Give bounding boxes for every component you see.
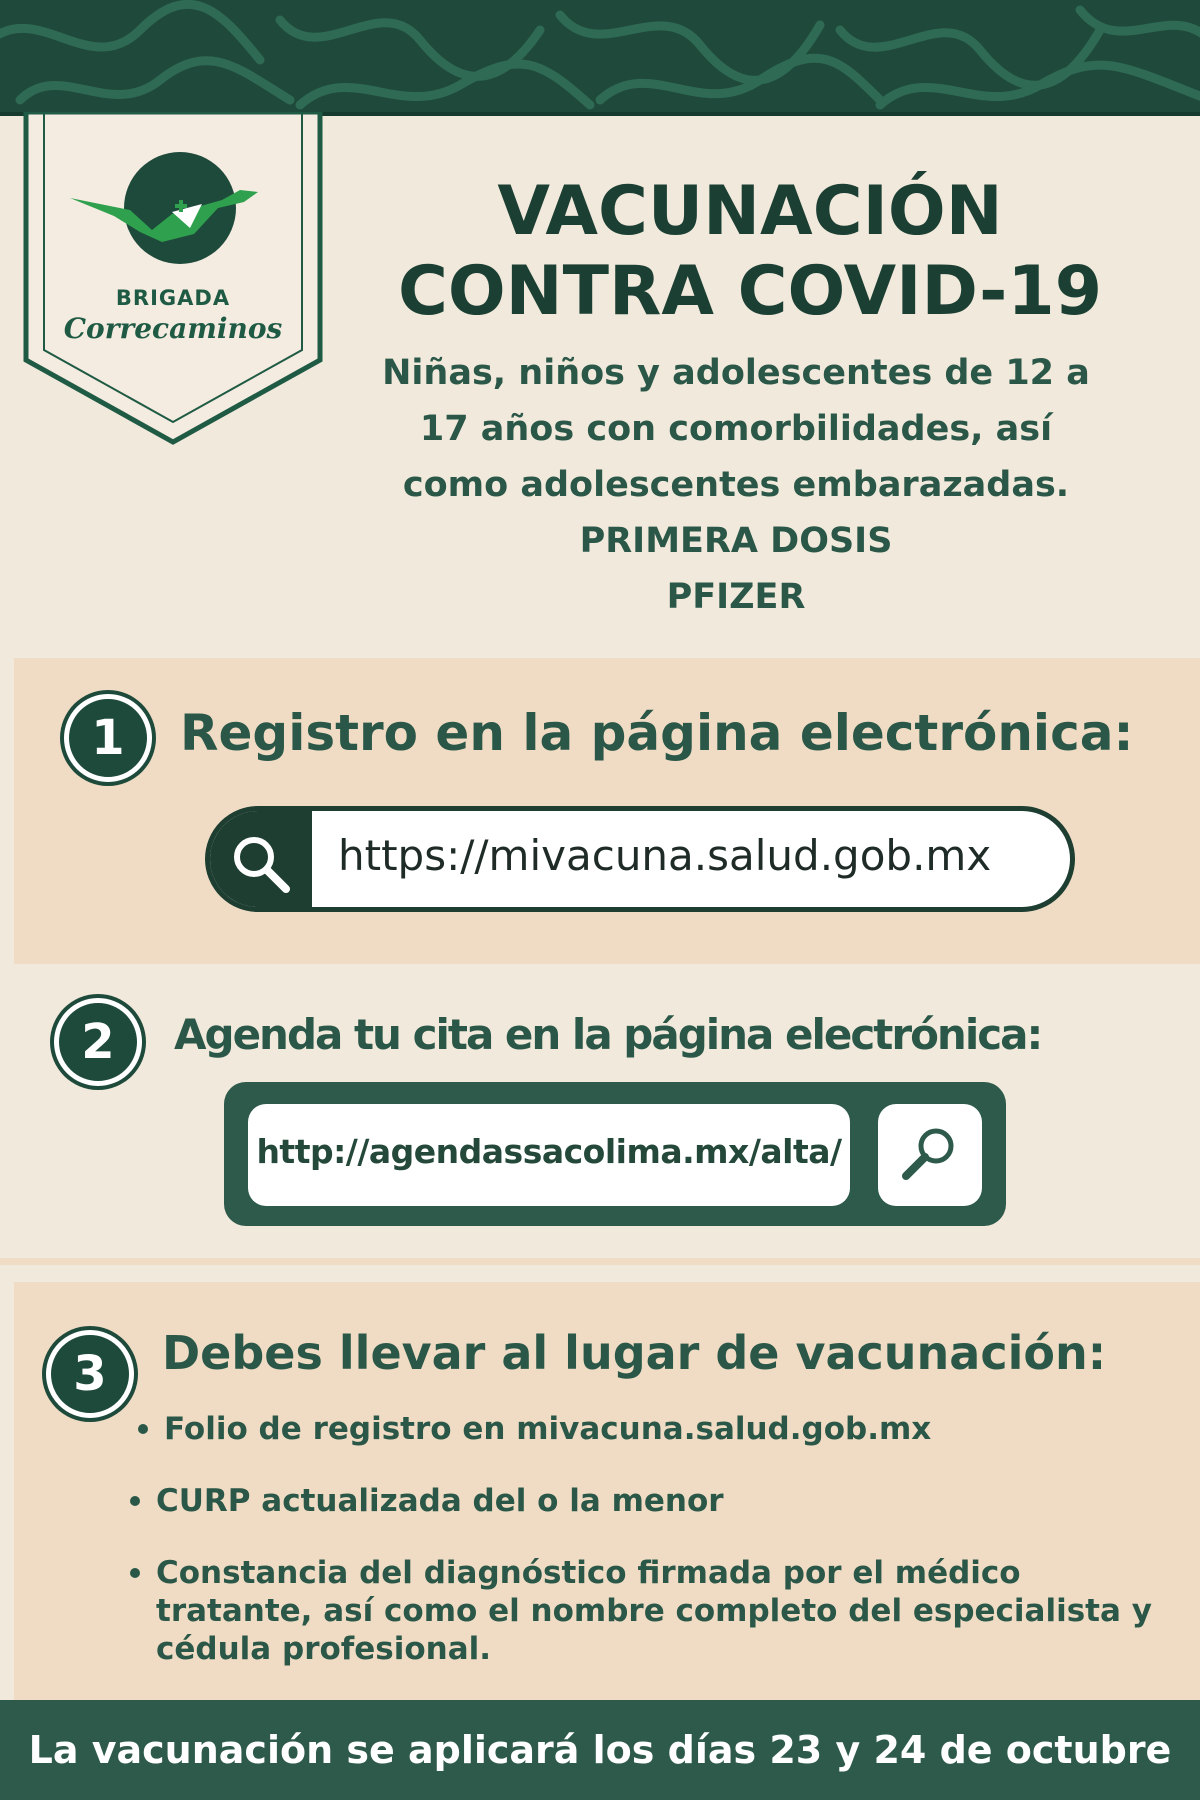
audience-description (355, 345, 1117, 625)
badge-brigada-label: BRIGADA (115, 286, 231, 310)
badge-correcaminos-label: Correcaminos (63, 312, 283, 345)
subtitle-line: Niñas, niños y adolescentes de 12 a (382, 353, 1090, 393)
agenda-search-box (224, 1082, 1006, 1226)
list-item: CURP actualizada del o la menor (156, 1482, 1116, 1520)
agenda-url-text[interactable]: http://agendassacolima.mx/alta/ (256, 1132, 842, 1171)
mivacuna-url-bar[interactable] (205, 806, 1075, 912)
brigada-correcaminos-badge (22, 112, 324, 448)
url-bar-search-cap (210, 811, 312, 907)
list-item: Constancia del diagnóstico firmada por el médico tratante, así como el nombre completo del especialista y cédula profesional. (156, 1554, 1156, 1668)
subtitle-line: como adolescentes embarazadas. (402, 465, 1070, 505)
vaccination-dates-footer: La vacunación se aplicará los días 23 y 24 de octubre (0, 1700, 1200, 1800)
step-3-heading: Debes llevar al lugar de vacunación: (162, 1326, 1107, 1380)
step-2-heading: Agenda tu cita en la página electrónica: (174, 1010, 1042, 1059)
agenda-url-field[interactable] (248, 1104, 850, 1206)
search-icon (898, 1122, 962, 1186)
step-3-number-badge: 3 (46, 1330, 134, 1418)
step-1-heading: Registro en la página electrónica: (180, 704, 1134, 762)
subtitle-line: 17 años con comorbilidades, así (419, 409, 1053, 449)
step-1-number-badge: 1 (64, 694, 152, 782)
section-divider (0, 1258, 1200, 1265)
decorative-header-band (0, 0, 1200, 116)
vaccine-brand-label: PFIZER (666, 577, 806, 617)
page-title-line-2: CONTRA COVID-19 (397, 252, 1103, 331)
list-item: Folio de registro en mivacuna.salud.gob.mx (164, 1410, 1124, 1448)
mivacuna-url-text[interactable]: https://mivacuna.salud.gob.mx (338, 831, 992, 880)
agenda-search-button[interactable] (878, 1104, 982, 1206)
page-title-line-1: VACUNACIÓN (497, 172, 1003, 251)
dose-label: PRIMERA DOSIS (579, 521, 893, 561)
step-2-number-badge: 2 (54, 998, 142, 1086)
search-icon (228, 831, 294, 897)
